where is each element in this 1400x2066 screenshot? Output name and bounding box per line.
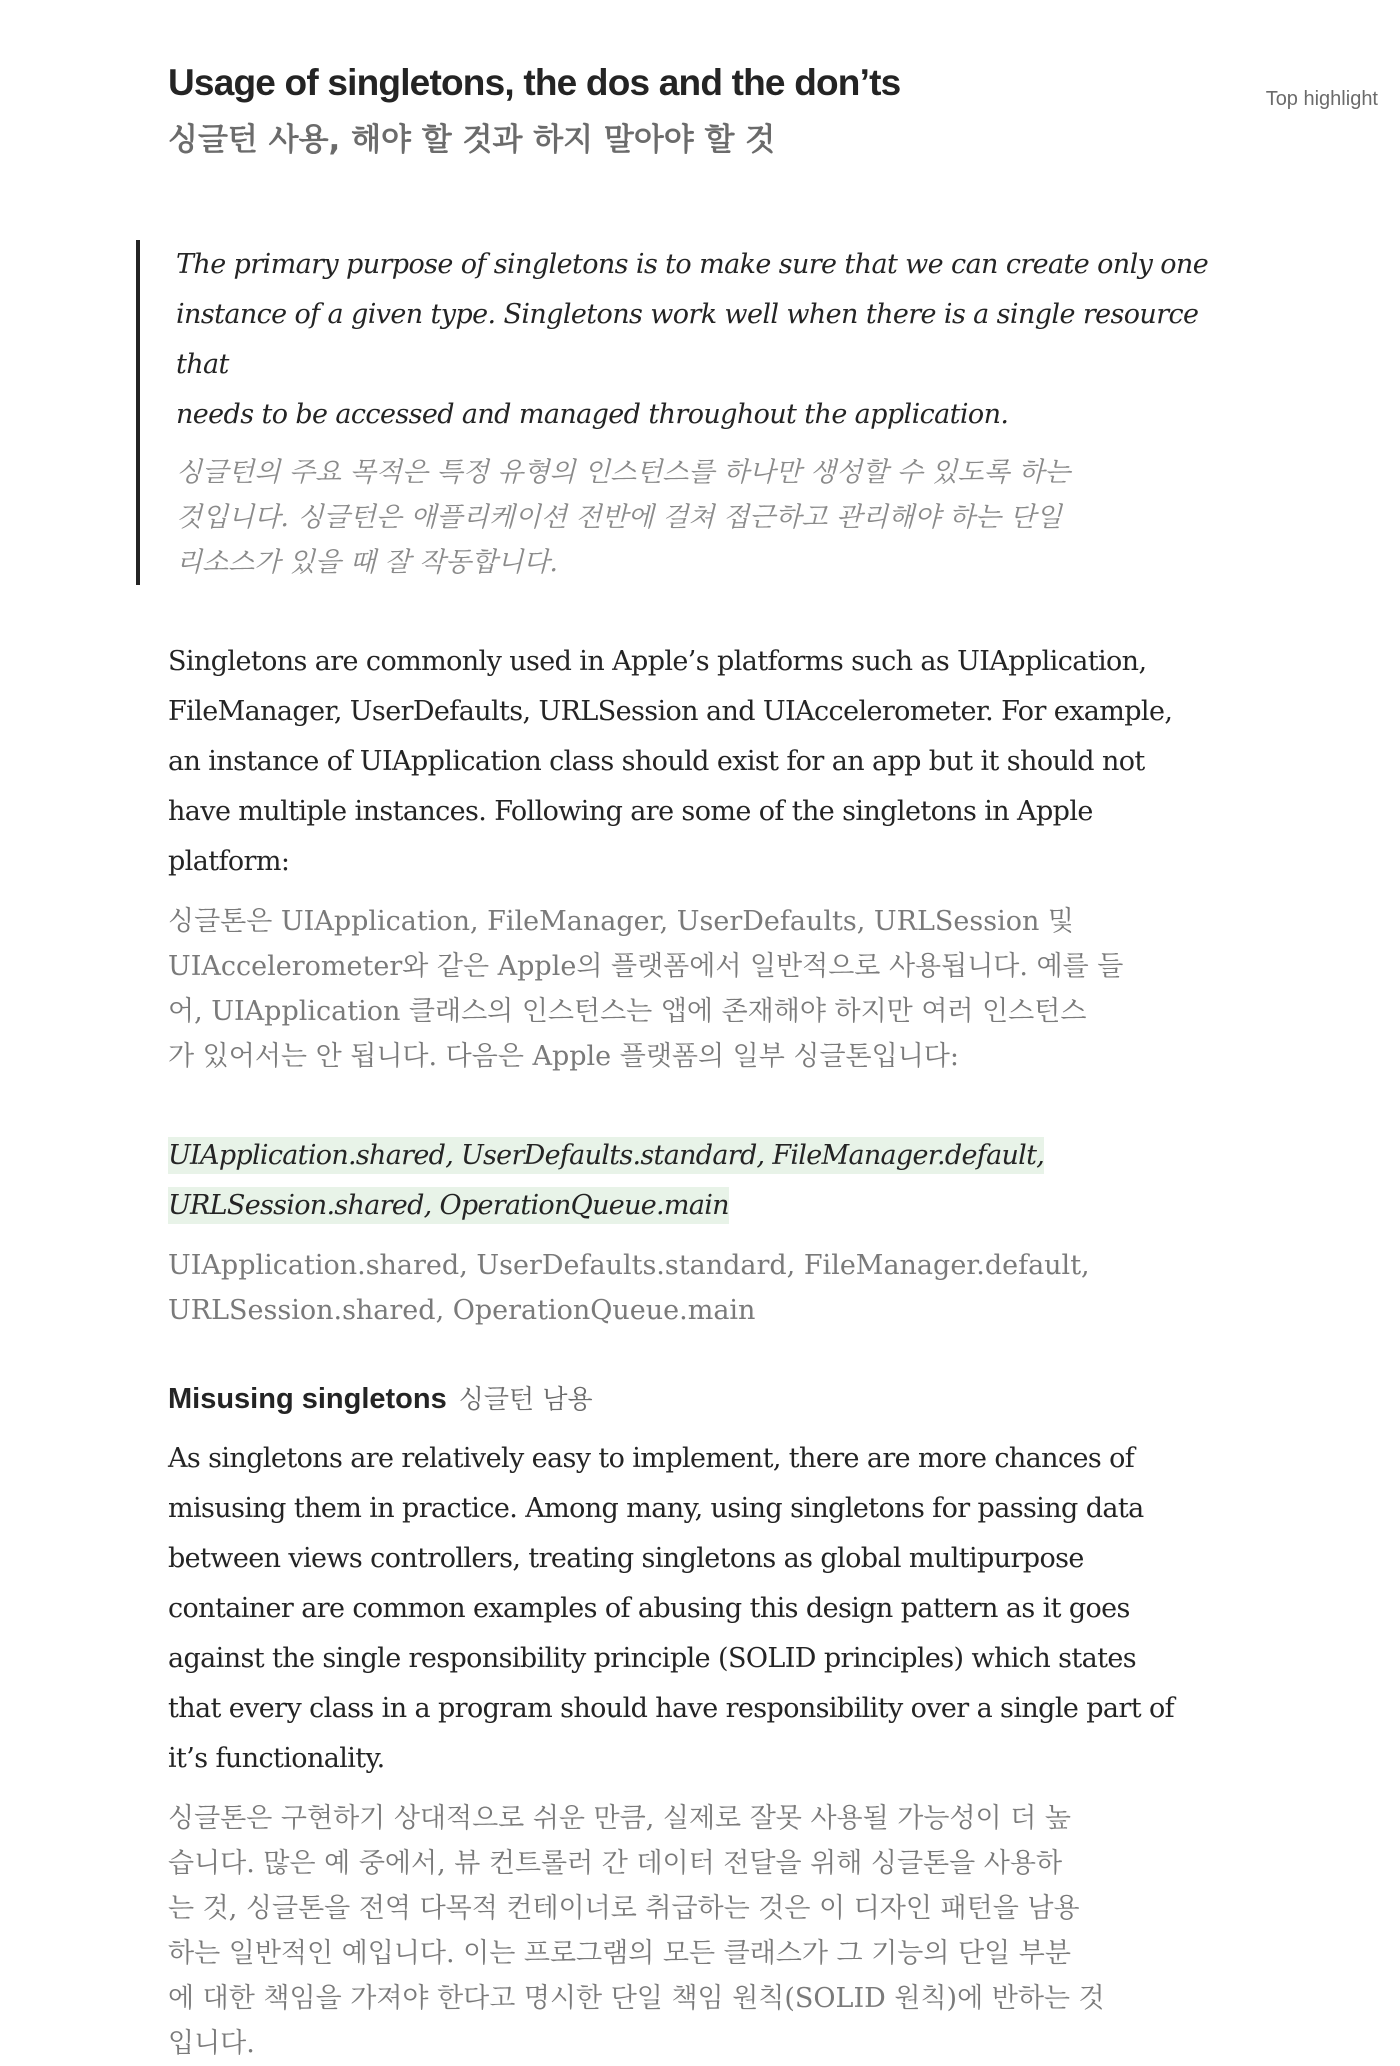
paragraph-translation-line: UIAccelerometer와 같은 Apple의 플랫폼에서 일반적으로 사용됩니다. 예를 들 xyxy=(168,951,1124,982)
paragraph-line: Singletons are commonly used in Apple’s platforms such as UIApplication, xyxy=(168,646,1147,677)
paragraph-translation-line: 어, UIApplication 클래스의 인스턴스는 앱에 존재해야 하지만 여러 인스턴스 xyxy=(168,996,1087,1027)
misusing-heading-translation: 싱글턴 남용 xyxy=(458,1385,593,1415)
misusing-heading-text: Misusing singletons xyxy=(168,1383,447,1415)
singletons-usage-paragraph xyxy=(168,637,1228,1079)
quote-line: needs to be accessed and managed throughout the application. xyxy=(176,399,1009,430)
paragraph-line: that every class in a program should have responsibility over a single part of xyxy=(168,1693,1174,1724)
paragraph-translation-line: 입니다. xyxy=(168,2028,255,2059)
misusing-singletons-heading xyxy=(168,1377,1228,1422)
quote-line: The primary purpose of singletons is to make sure that we can create only one xyxy=(176,249,1209,280)
paragraph-translation-line: 싱글톤은 구현하기 상대적으로 쉬운 만큼, 실제로 잘못 사용될 가능성이 더 높 xyxy=(168,1803,1071,1834)
highlighted-examples[interactable] xyxy=(168,1131,1228,1231)
paragraph-line: container are common examples of abusing this design pattern as it goes xyxy=(168,1593,1130,1624)
quote-text xyxy=(176,240,1216,440)
quote-translation-line: 리소스가 있을 때 잘 작동합니다. xyxy=(176,547,558,578)
top-highlight-label: Top highlight xyxy=(1265,88,1378,110)
quote-translation-line: 싱글턴의 주요 목적은 특정 유형의 인스턴스를 하나만 생성할 수 있도록 하는 xyxy=(176,457,1071,488)
paragraph-text xyxy=(168,637,1228,887)
paragraph-translation-line: 싱글톤은 UIApplication, FileManager, UserDefaults, URLSession 및 xyxy=(168,906,1075,937)
paragraph-line: an instance of UIApplication class should exist for an app but it should not xyxy=(168,746,1145,777)
examples-translation-line: URLSession.shared, OperationQueue.main xyxy=(168,1295,756,1326)
paragraph-line: it’s functionality. xyxy=(168,1743,385,1774)
paragraph-translation-line: 하는 일반적인 예입니다. 이는 프로그램의 모든 클래스가 그 기능의 단일 부분 xyxy=(168,1938,1071,1969)
paragraph-translation xyxy=(168,899,1228,1079)
paragraph-line: misusing them in practice. Among many, using singletons for passing data xyxy=(168,1493,1144,1524)
article-body xyxy=(168,0,1228,2066)
examples-translation-line: UIApplication.shared, UserDefaults.standard, FileManager.default, xyxy=(168,1250,1090,1281)
paragraph-line: As singletons are relatively easy to implement, there are more chances of xyxy=(168,1443,1135,1474)
quote-translation xyxy=(176,450,1216,585)
highlighted-text[interactable]: UIApplication.shared, UserDefaults.standard, FileManager.default, xyxy=(168,1137,1044,1174)
section-heading: Usage of singletons, the dos and the don’ts xyxy=(168,62,901,103)
section-heading-translation: 싱글턴 사용, 해야 할 것과 하지 말아야 할 것 xyxy=(168,122,776,158)
paragraph-line: platform: xyxy=(168,846,290,877)
paragraph-line: have multiple instances. Following are some of the singletons in Apple xyxy=(168,796,1093,827)
quote-line: instance of a given type. Singletons work well when there is a single resource that xyxy=(176,299,1199,380)
paragraph-translation-line: 가 있어서는 안 됩니다. 다음은 Apple 플랫폼의 일부 싱글톤입니다: xyxy=(168,1041,959,1072)
paragraph-translation-line: 습니다. 많은 예 중에서, 뷰 컨트롤러 간 데이터 전달을 위해 싱글톤을 사용하 xyxy=(168,1848,1063,1879)
paragraph-line: FileManager, UserDefaults, URLSession and UIAccelerometer. For example, xyxy=(168,696,1173,727)
highlight-quote xyxy=(136,240,1216,585)
quote-translation-line: 것입니다. 싱글턴은 애플리케이션 전반에 걸쳐 접근하고 관리해야 하는 단일 xyxy=(176,502,1062,533)
paragraph-line: against the single responsibility principle (SOLID principles) which states xyxy=(168,1643,1136,1674)
examples-translation xyxy=(168,1243,1228,1333)
misusing-singletons-paragraph xyxy=(168,1434,1228,2066)
paragraph-translation xyxy=(168,1796,1228,2066)
paragraph-translation-line: 는 것, 싱글톤을 전역 다목적 컨테이너로 취급하는 것은 이 디자인 패턴을 남용 xyxy=(168,1893,1080,1924)
highlighted-text[interactable]: URLSession.shared, OperationQueue.main xyxy=(168,1187,729,1224)
paragraph-line: between views controllers, treating singletons as global multipurpose xyxy=(168,1543,1084,1574)
singleton-examples xyxy=(168,1131,1228,1333)
paragraph-text xyxy=(168,1434,1228,1784)
paragraph-translation-line: 에 대한 책임을 가져야 한다고 명시한 단일 책임 원칙(SOLID 원칙)에 반하는 것 xyxy=(168,1983,1105,2014)
